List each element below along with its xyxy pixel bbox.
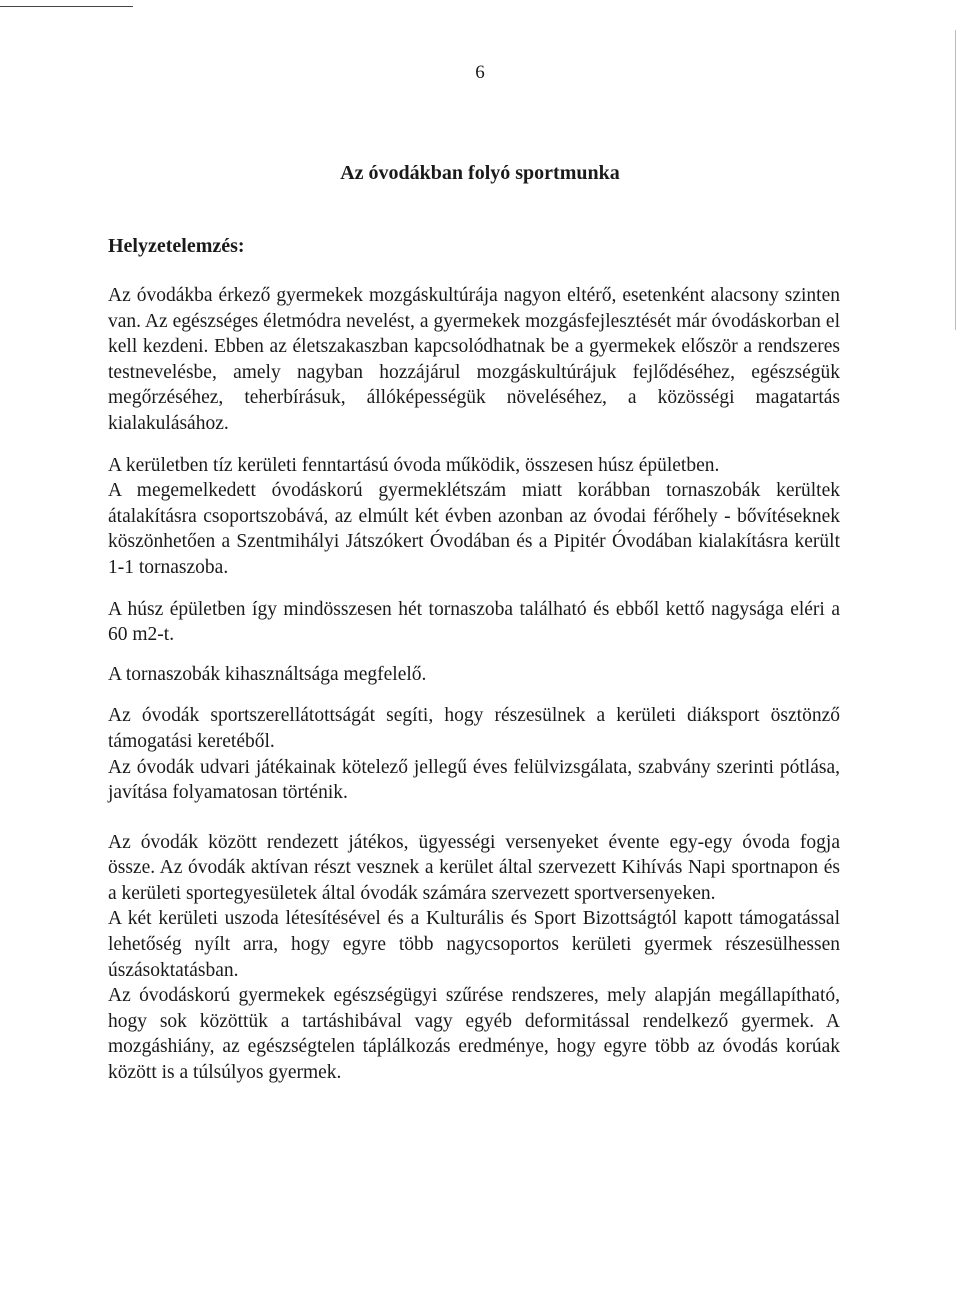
paragraph-competitions: Az óvodák között rendezett játékos, ügyességi versenyeket évente egy-egy óvoda fogja össze. Az óvodák aktívan részt vesznek a kerület által szervezett Kihívás Napi sportnapon és a kerületi sportegyesületek által óvodák számára szervezett sportversenyeken. (108, 831, 840, 904)
body-text (108, 283, 840, 1086)
paragraph-intro: Az óvodákba érkező gyermekek mozgáskultúrája nagyon eltérő, esetenként alacsony szinten van. Az egészséges életmódra nevelést, a gyermekek mozgásfejlesztését már óvodáskorban el kell kezdeni. Ebben az életszakaszban kapcsolódhatnak be a gyermekek először a rendszeres testnevelésbe, amely nagyban hozzájárul mozgáskultúrájuk fejlődéséhez, egészségük megőrzéséhez, teherbírásuk, állóképességük növeléséhez, a közösségi magatartás kialakulásához. (108, 285, 840, 434)
paragraph-swimming: A két kerületi uszoda létesítésével és a Kulturális és Sport Bizottságtól kapott támogatással lehetőség nyílt arra, hogy egyre több nagycsoportos kerületi gyermek részesülhessen úszásoktatásban. (108, 908, 840, 981)
paragraph-kindergartens-count: A kerületben tíz kerületi fenntartású óvoda működik, összesen húsz épületben. (108, 454, 720, 476)
paragraph-gym-usage: A tornaszobák kihasználtsága megfelelő. (108, 663, 427, 685)
page-title: Az óvodákban folyó sportmunka (340, 162, 620, 184)
paragraph-sports-equipment: Az óvodák sportszerellátottságát segíti, hogy részesülnek a kerületi diáksport ösztönző támogatási keretéből. (108, 705, 840, 752)
paragraph-playground-inspection: Az óvodák udvari játékainak kötelező jellegű éves felülvizsgálata, szabvány szerinti pótlása, javítása folyamatosan történik. (108, 756, 840, 804)
paragraph-gym-rooms-total: A húsz épületben így mindösszesen hét tornaszoba található és ebből kettő nagysága eléri a 60 m2-t. (108, 598, 840, 646)
top-rule (0, 6, 133, 7)
section-heading: Helyzetelemzés: (108, 235, 245, 257)
paragraph-gym-rooms-conversion: A megemelkedett óvodáskorú gyermeklétszám miatt korábban tornaszobák kerültek átalakításra csoportszobává, az elmúlt két évben azonban az óvodai férőhely - bővítéseknek köszönhetően a Szentmihályi Játszókert Óvodában és a Pipitér Óvodában kialakításra került 1-1 tornaszoba. (108, 480, 840, 578)
paragraph-health-screening: Az óvodáskorú gyermekek egészségügyi szűrése rendszeres, mely alapján megállapítható, hogy sok közöttük a tartáshibával vagy egyéb deformitással rendelkező gyermek. A mozgáshiány, az egészségtelen táplálkozás eredménye, hogy egyre több az óvodás korúak között is a túlsúlyos gyermek. (108, 985, 840, 1084)
page-number: 6 (475, 62, 485, 83)
